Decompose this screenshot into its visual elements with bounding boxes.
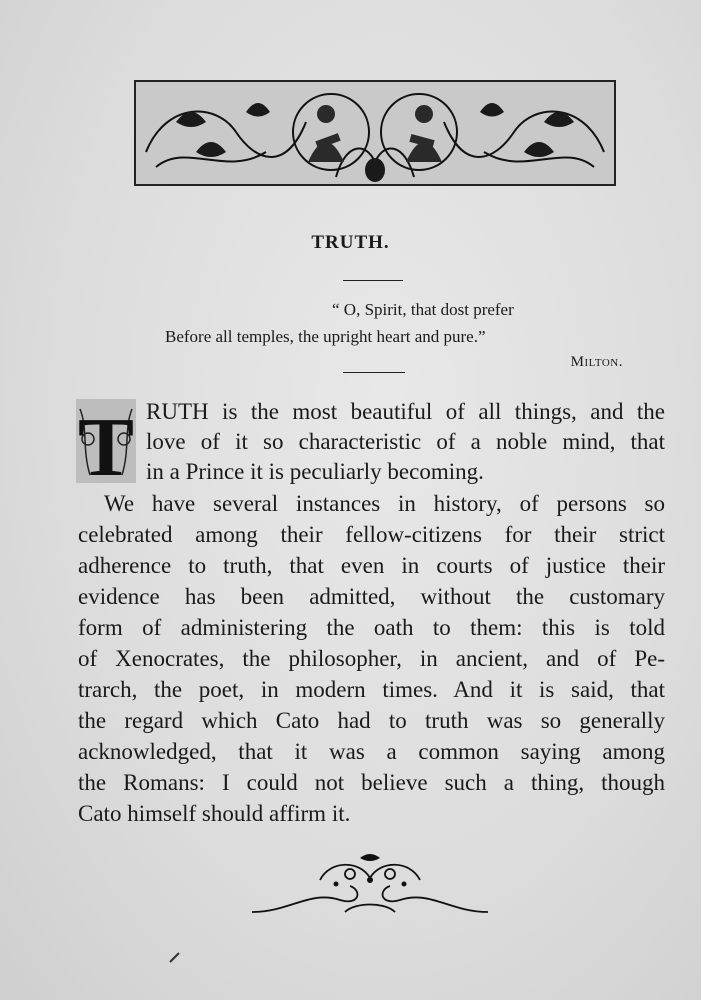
epigraph-line: “ O, Spirit, that dost prefer (332, 300, 514, 319)
epigraph-rule (343, 372, 405, 373)
title-rule (343, 280, 403, 281)
foliage-engraving-icon (136, 82, 614, 184)
body-line: We have several instances in history, of persons so (104, 491, 665, 516)
ornate-letter-t-icon (76, 399, 136, 483)
body-line: evidence has been admitted, without the customary (78, 584, 665, 609)
body-line: celebrated among their fellow-citizens for their strict (78, 522, 665, 547)
body-line: form of administering the oath to them: this is told (78, 615, 665, 640)
body-line: acknowledged, that it was a common saying among (78, 739, 665, 764)
dropcap (76, 399, 136, 483)
epigraph-line: Before all temples, the upright heart and pure.” (165, 327, 486, 346)
ink-mark-icon (168, 950, 182, 964)
body-line: love of it so characteristic of a noble mind, that (146, 429, 665, 454)
ornamental-headpiece (134, 80, 616, 186)
dropcap-letter: T (77, 401, 135, 483)
chapter-title: TRUTH. (311, 232, 390, 253)
scroll-flourish-icon (250, 850, 490, 922)
epigraph-attribution: Milton. (570, 354, 623, 370)
body-line: the regard which Cato had to truth was so generally (78, 708, 665, 733)
body-line: Cato himself should affirm it. (78, 801, 351, 826)
ornamental-tailpiece (250, 850, 490, 922)
body-line: adherence to truth, that even in courts of justice their (78, 553, 665, 578)
body-line: in a Prince it is peculiarly becoming. (146, 459, 484, 484)
body-line: RUTH is the most beautiful of all things, and the (146, 399, 665, 424)
body-line: of Xenocrates, the philosopher, in ancient, and of Pe- (78, 646, 665, 671)
body-line: the Romans: I could not believe such a thing, though (78, 770, 665, 795)
body-line: trarch, the poet, in modern times. And it is said, that (78, 677, 665, 702)
